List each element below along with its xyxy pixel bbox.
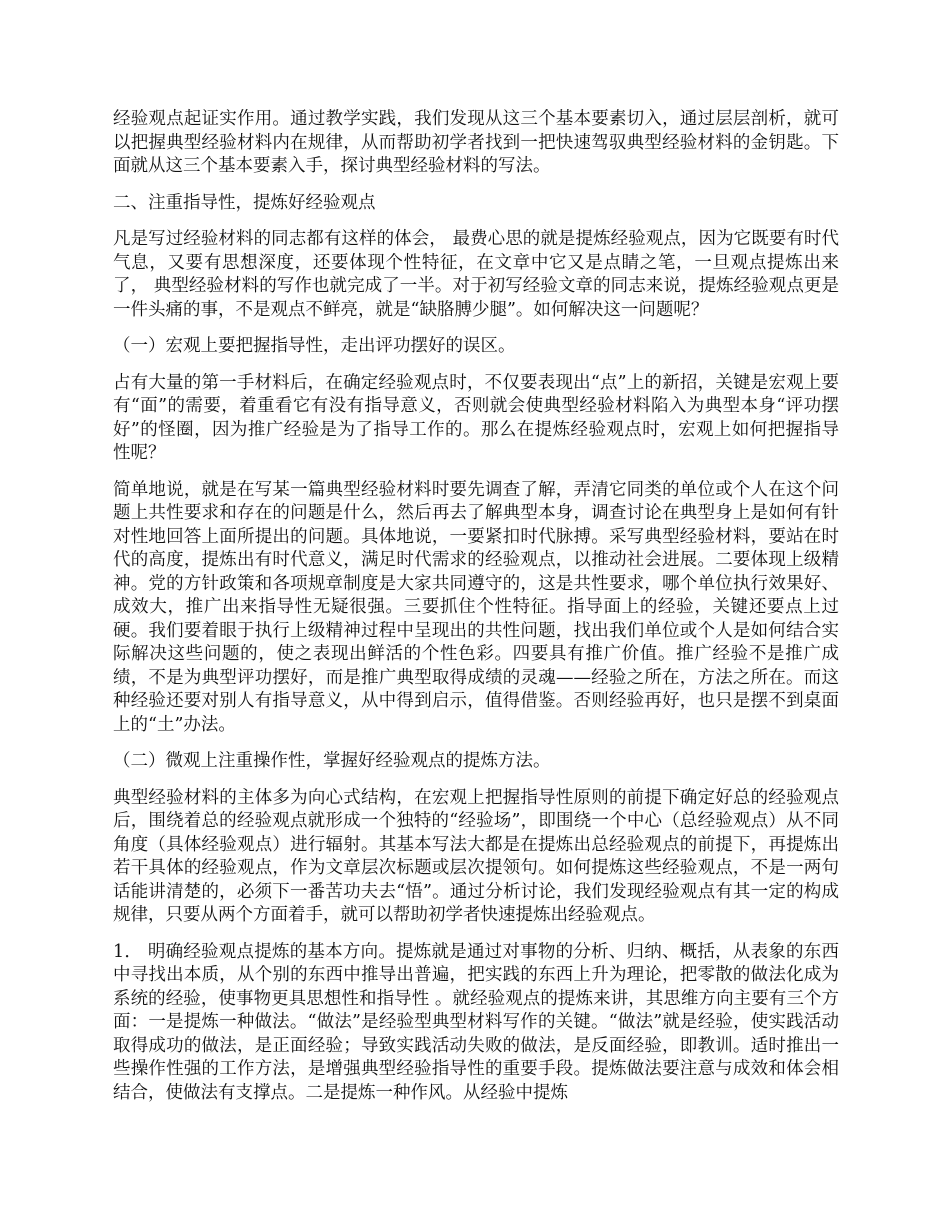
body-paragraph: 1． 明确经验观点提炼的基本方向。提炼就是通过对事物的分析、归纳、概括，从表象的东西中寻找出本质，从个别的东西中推导出普遍，把实践的东西上升为理论，把零散的做法化成为系统的经验，使事物更具思想性和指导性 。就经验观点的提炼来讲，其思维方向主要有三个方面：一是提炼一种做法。“做法”是经验型典型材料写作的关键。“做法”就是经验，使实践活动取得成功的做法，是正面经验；导致实践活动失败的做法，是反面经验，即教训。适时推出一些操作性强的工作方法，是增强典型经验指导性的重要手段。提炼做法要注意与成效和体会相结合，使做法有支撑点。二是提炼一种作风。从经验中提炼 [113,941,839,1103]
body-paragraph: 凡是写过经验材料的同志都有这样的体会， 最费心思的就是提炼经验观点，因为它既要有时代气息，又要有思想深度，还要体现个性特征，在文章中它又是点睛之笔，一旦观点提炼出来了， 典型经验材料的写作也就完成了一半。对于初写经验文章的同志来说，提炼经验观点更是一件头痛的事，不是观点不鲜亮，就是“缺胳膊少腿”。如何解决这一问题呢？ [113,229,839,320]
body-paragraph: 占有大量的第一手材料后，在确定经验观点时，不仅要表现出“点”上的新招，关键是宏观上要有“面”的需要，着重看它有没有指导意义，否则就会使典型经验材料陷入为典型本身“评功摆好”的怪圈，因为推广经验是为了指导工作的。那么在提炼经验观点时，宏观上如何把握指导性呢？ [113,372,839,463]
subsection-heading: （二）微观上注重操作性，掌握好经验观点的提炼方法。 [113,751,551,771]
body-paragraph: 简单地说，就是在写某一篇典型经验材料时要先调查了解，弄清它同类的单位或个人在这个问题上共性要求和存在的问题是什么，然后再去了解典型本身，调查讨论在典型身上是如何有针对性地回答上面所提出的问题。具体地说，一要紧扣时代脉搏。采写典型经验材料，要站在时代的高度，提炼出有时代意义，满足时代需求的经验观点，以推动社会进展。二要体现上级精神。党的方针政策和各项规章制度是大家共同遵守的，这是共性要求，哪个单位执行效果好、成效大，推广出来指导性无疑很强。三要抓住个性特征。指导面上的经验，关键还要点上过硬。我们要着眼于执行上级精神过程中呈现出的共性问题，找出我们单位或个人是如何结合实际解决这些问题的，使之表现出鲜活的个性色彩。四要具有推广价值。推广经验不是推广成绩，不是为典型评功摆好，而是推广典型取得成绩的灵魂——经验之所在，方法之所在。而这种经验还要对别人有指导意义，从中得到启示，值得借鉴。否则经验再好，也只是摆不到桌面上的“土”办法。 [113,479,839,735]
body-paragraph: 典型经验材料的主体多为向心式结构，在宏观上把握指导性原则的前提下确定好总的经验观点后，围绕着总的经验观点就形成一个独特的“经验场”，即围绕一个中心（总经验观点）从不同角度（具体经验观点）进行辐射。其基本写法大都是在提炼出总经验观点的前提下，再提炼出若干具体的经验观点，作为文章层次标题或层次提领句。如何提炼这些经验观点，不是一两句话能讲清楚的，必须下一番苦功夫去“悟”。通过分析讨论，我们发现经验观点有其一定的构成规律，只要从两个方面着手，就可以帮助初学者快速提炼出经验观点。 [113,787,839,925]
section-heading: 二、注重指导性，提炼好经验观点 [113,192,376,213]
document-page [113,108,839,1118]
subsection-heading: （一）宏观上要把握指导性，走出评功摆好的误区。 [113,336,516,356]
body-paragraph: 经验观点起证实作用。通过教学实践，我们发现从这三个基本要素切入，通过层层剖析，就可以把握典型经验材料内在规律，从而帮助初学者找到一把快速驾驭典型经验材料的金钥匙。下面就从这三个基本要素入手，探讨典型经验材料的写法。 [113,109,839,176]
